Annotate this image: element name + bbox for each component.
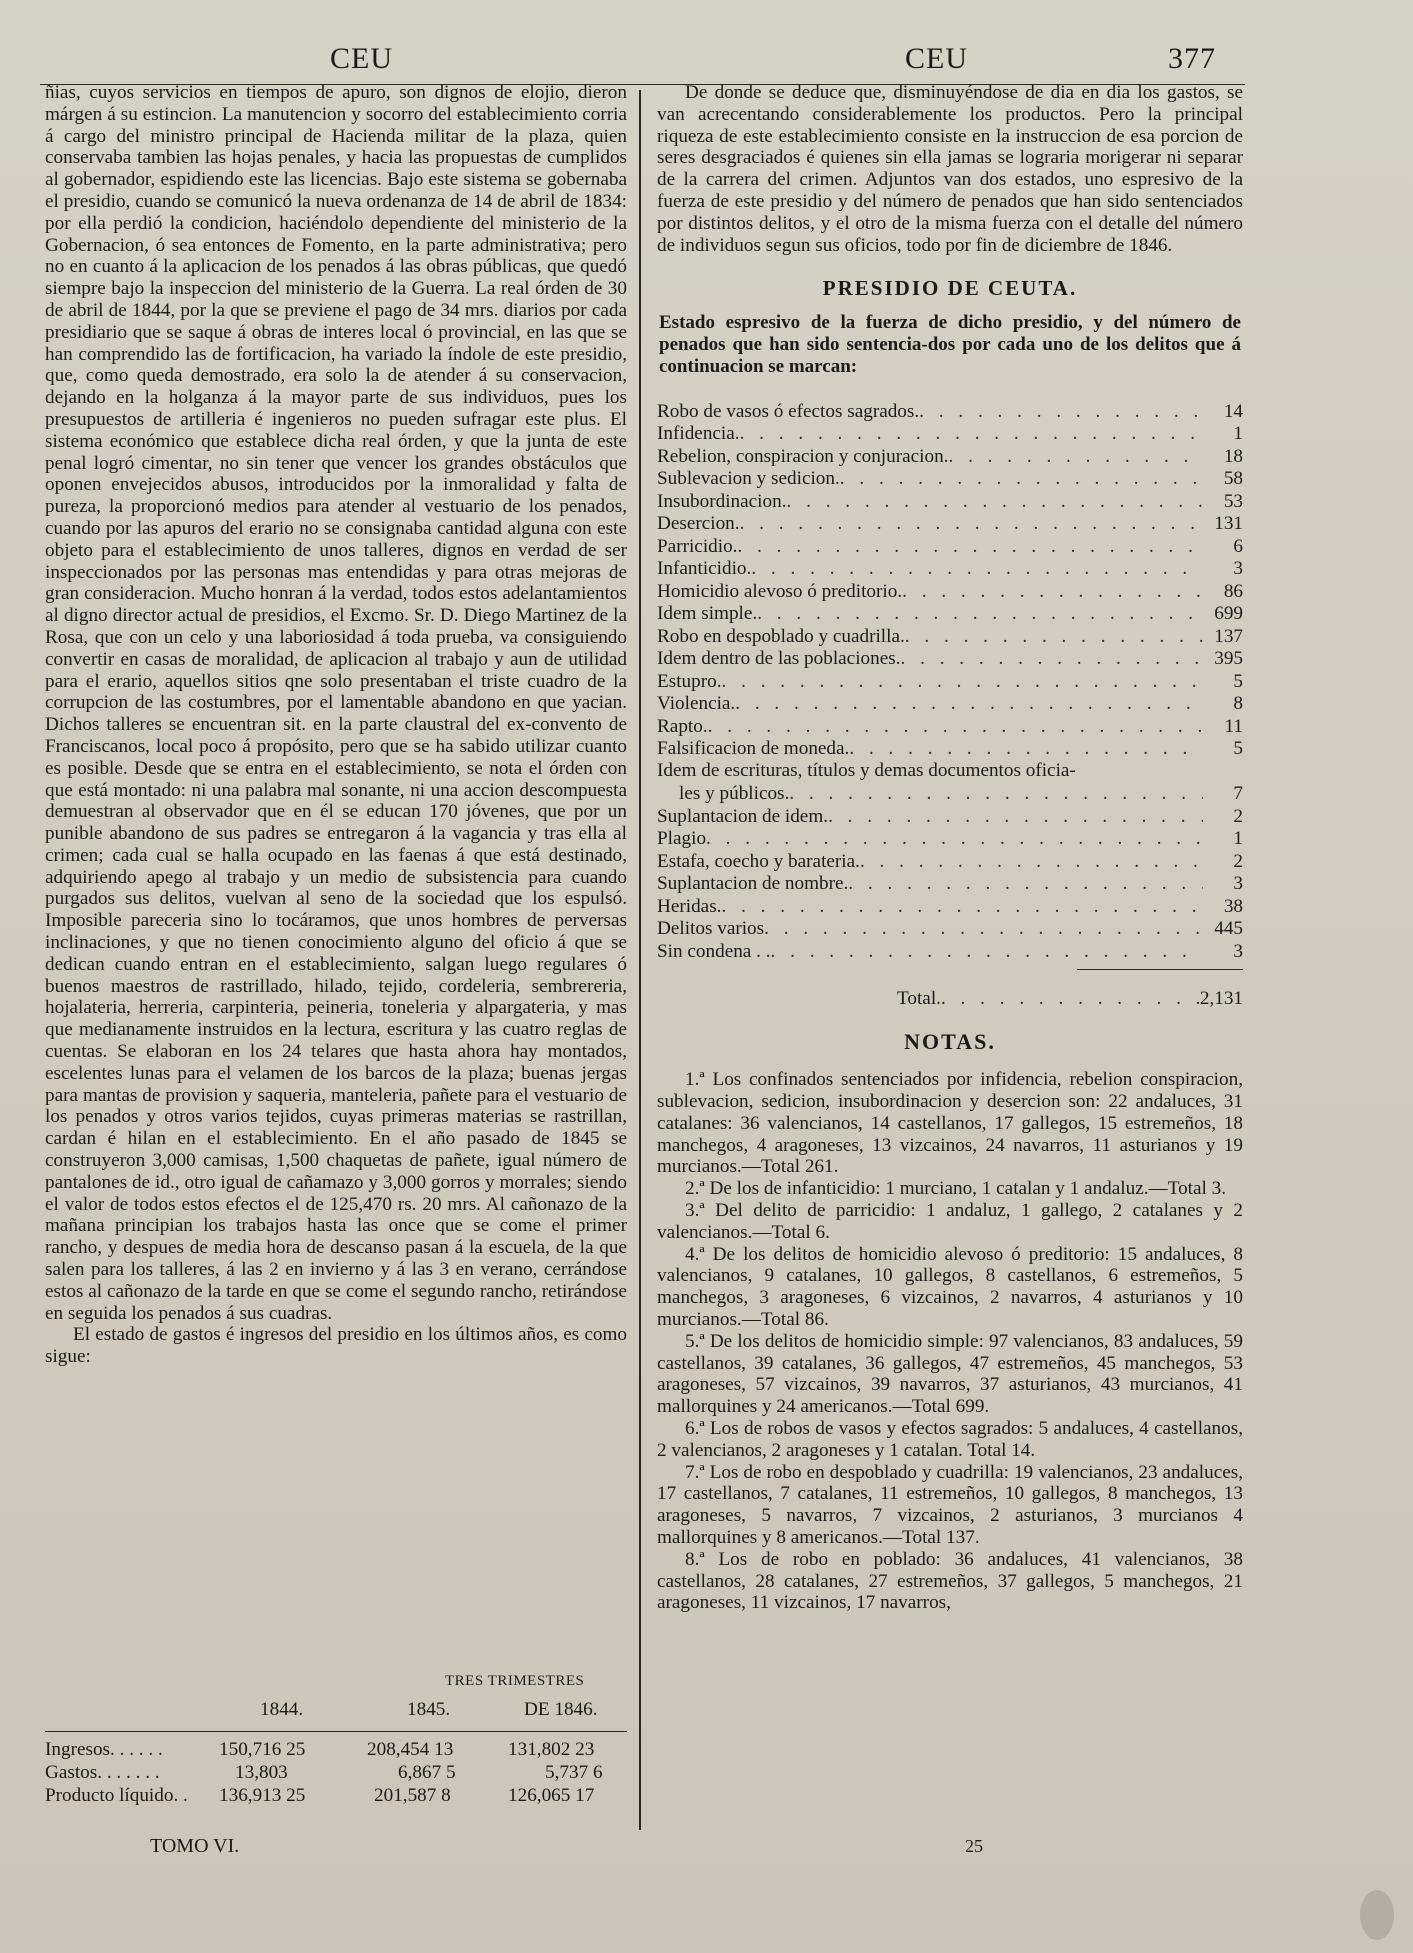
crime-row — [657, 400, 1243, 423]
left-column — [45, 82, 627, 1368]
leader-dots — [901, 648, 1204, 670]
nota-item: 1.ª Los confinados sentenciados por infidencia, rebelion conspiracion, sublevacion, sedicion, insubordinacion y desercion son: 22 andaluces, 31 catalanes: 36 valencianos, 14 castellanos, 17 gallegos, 15 estremeños, 18 manchegos, 4 aragoneses, 13 vizcainos, 24 navarros, 11 asturianos y 19 murcianos.—Total 261. — [657, 1069, 1243, 1178]
crime-multiline-line1: Idem de escrituras, títulos y demas documentos oficia- — [657, 760, 1076, 782]
crime-name: Falsificacion de moneda. — [657, 738, 850, 760]
cell-1845: 201,587 8 — [374, 1785, 451, 1806]
crime-row — [657, 828, 1243, 851]
leader-dots — [848, 873, 1203, 895]
leader-dots — [849, 738, 1203, 760]
cell-1846: 126,065 17 — [508, 1785, 595, 1806]
crime-row — [657, 535, 1243, 558]
row-label: Ingresos. . . . . . — [45, 1739, 163, 1760]
crime-name: Plagio — [657, 828, 707, 850]
sheet-signature: 25 — [965, 1836, 983, 1856]
crime-row — [657, 423, 1243, 446]
leader-dots — [919, 401, 1203, 423]
running-head-left: CEU — [330, 42, 393, 75]
nota-item: 8.ª Los de robo en poblado: 36 andaluces, 41 valencianos, 38 castellanos, 28 catalanes, 27 estremeños, 37 gallegos, 5 manchegos, 21 aragoneses, 11 vizcainos, 17 navarros, — [657, 1548, 1243, 1614]
leader-dots — [757, 603, 1203, 625]
crime-value: 86 — [1223, 580, 1243, 602]
crime-name: Insubordinacion. — [657, 490, 787, 512]
crime-row — [657, 513, 1243, 536]
col-header-1845: 1845. — [407, 1699, 451, 1720]
total-row — [657, 988, 1243, 1010]
notas-title: NOTAS. — [904, 1029, 996, 1055]
leader-dots — [735, 693, 1203, 715]
crime-value: 38 — [1223, 895, 1243, 917]
crime-row — [657, 873, 1243, 896]
total-rule — [1077, 969, 1243, 970]
crime-row — [657, 558, 1243, 581]
crime-multiline-line2 — [657, 783, 1243, 806]
crime-row — [657, 738, 1243, 761]
crime-name: Idem dentro de las poblaciones. — [657, 648, 901, 670]
crime-value: 3 — [1233, 873, 1243, 895]
volume-label: TOMO VI. — [150, 1835, 240, 1857]
running-head-right: CEU — [905, 42, 968, 75]
crime-name: Infidencia. — [657, 423, 740, 445]
crime-value: 6 — [1233, 535, 1243, 557]
finance-table-header — [45, 1665, 627, 1727]
leader-dots — [941, 988, 1200, 1010]
crime-value: 5 — [1233, 738, 1243, 760]
crime-name: Estupro. — [657, 670, 722, 692]
col-header-trimestres: TRES TRIMESTRES — [445, 1673, 585, 1689]
leader-dots — [721, 896, 1203, 918]
left-paragraph-1: ñias, cuyos servicios en tiempos de apuro, son dignos de elojio, dieron márgen á su estincion. La manutencion y socorro del establecimiento corria á cargo del ministro principal de Hacienda militar de la plaza, quien conservaba tambien las hojas penales, y hacia las propuestas de cumplidos al gobernador, espidiendo este las licencias. Bajo este sistema se gobernaba el presidio, cuando se comunicó la nueva ordenanza de 14 de abril de 1834: por ella perdió la condicion, haciéndolo dependiente del ministerio de la Gobernacion, ó sea entonces de Fomento, en la parte administrativa; pero no en cuanto á la aplicacion de los penados á las obras públicas, que quedó siempre bajo la inspeccion del ministerio de la Guerra. La real órden de 30 de abril de 1844, por la que se previene el pago de 34 mrs. diarios por cada presidiario que se saque á obras de interes local ó provincial, en las que se han comprendido las de fortificacion, ha variado la índole de este presidio, que, como queda demostrado, era solo la de atender á su conservacion, dejando en la holganza á la mayor parte de sus individuos, pues los presupuestos de artilleria é ingenieros no pueden sufragar este plus. El sistema económico que establece dicha real órden, y que la junta de este penal logró cimentar, no sin tener que vencer los grandes obstáculos que oponen envejecidos abusos, introducidos por la inmoralidad y falta de pureza, la proporcionó medios para atender al vestuario de los penados, cuando por las apuros del erario no se consignaba cantidad alguna con este objeto para el establecimiento de unos talleres, dignos en verdad de ser inspeccionados por las personas mas entendidas y para otras mejoras de gran consideracion. Mucho honran á la verdad, todos estos adelantamientos al digno director actual de presidios, el Excmo. Sr. D. Diego Martinez de la Rosa, que con un celo y una laboriosidad á toda prueba, va consiguiendo convertir en casas de moralidad, de aplicacion al trabajo y aun de utilidad para el erario, aquellos sitios qne solo presentaban el triste cuadro de la corrupcion de las costumbres, por el lamentable abandono en que yacian. Dichos talleres se encuentran sit. en la parte claustral del ex-convento de Franciscanos, local poco á propósito, pero que se ha sabido utilizar cuanto es posible. Desde que se entra en el establecimiento, se nota el órden con que está montado: ni una palabra mal sonante, ni una accion descompuesta demuestran al observador que en él se educan 170 jóvenes, que por un punible abandono de sus padres se entregaron á la vagancia y tras ella al crimen; cada cual se halla ocupado en las faenas á que está destinado, adquiriendo apego al trabajo y un medio de subsistencia para cuando purgados sus delitos, vuelvan al seno de la sociedad que los espulsó. Imposible pareceria sino lo tocáramos, que unos hombres de perversas inclinaciones, y que no tienen conocimiento alguno del oficio á que se dedican cuando entran en el establecimiento, salgan luego regulares ó buenos maestros de rastrillado, hilado, tejido, cordeleria, sembrereria, hojalateria, herreria, carpinteria, peineria, toneleria y alpargateria, y mas que medianamente instruidos en la lectura, escritura y las cuatro reglas de cuentas. Se elaboran en los 24 telares que hasta ahora hay montados, escelentes lunas para el velamen de los barcos de la plaza; buenas jergas para mantas de provision y saqueria, manteleria, pañete para el vestuario de los penados y otros varios tejidos, cuyas primeras materias se rastrillan, cardan é hilan en el establecimiento. En el año pasado de 1845 se construyeron 3,000 camisas, 1,500 chaquetas de pañete, igual número de pantalones de id., otro igual de cañamazo y 3,000 gorros y morrales; siendo el valor de todos estos efectos el de 125,470 rs. 20 mrs. Al cañonazo de la mañana principian los trabajos hasta las once que se come el primer rancho, y despues de media hora de descanso pasan á la escuela, de la que salen para los talleres, á las 2 en invierno y á las 3 en verano, cerrándose estos al cañonazo de la tarde en que se come el segundo rancho, retirándose en seguida los penados á sus cuadras. — [45, 82, 627, 1324]
nota-item: 6.ª Los de robos de vasos y efectos sagrados: 5 andaluces, 4 castellanos, 2 valencianos, 2 aragoneses y 1 catalan. Total 14. — [657, 1418, 1243, 1461]
total-value: 2,131 — [1199, 987, 1243, 1009]
cell-1844: 13,803 — [235, 1762, 288, 1783]
leader-dots — [860, 851, 1203, 873]
crime-row — [657, 490, 1243, 513]
table-row — [45, 1761, 627, 1784]
crime-list — [657, 400, 1243, 760]
leader-dots — [789, 783, 1203, 805]
crime-name: Robo en despoblado y cuadrilla. — [657, 625, 905, 647]
leader-dots — [706, 828, 1203, 850]
crime-row — [657, 715, 1243, 738]
nota-item: 4.ª De los delitos de homicidio alevoso ó preditorio: 15 andaluces, 8 valencianos, 9 catalanes, 10 gallegos, 8 castellanos, 6 estremeños, 5 manchegos, 3 aragoneses, 6 vizcainos, 2 navarros, 4 asturianos y 10 murcianos.—Total 86. — [657, 1243, 1243, 1331]
crime-value: 53 — [1223, 490, 1243, 512]
crime-value: 2 — [1233, 850, 1243, 872]
crime-row — [657, 580, 1243, 603]
crime-value: 131 — [1214, 513, 1243, 535]
crime-value: 699 — [1214, 603, 1243, 625]
notas-list — [657, 1069, 1243, 1614]
crime-name: Idem simple. — [657, 603, 758, 625]
finance-table-rule — [45, 1731, 627, 1732]
crime-value: 3 — [1233, 558, 1243, 580]
crime-name: les y públicos. — [679, 783, 790, 805]
nota-item: 2.ª De los de infanticidio: 1 murciano, 1 catalan y 1 andaluz.—Total 3. — [685, 1178, 1227, 1200]
nota-item: 3.ª Del delito de parricidio: 1 andaluz, 1 gallego, 2 catalanes y 2 valencianos.—Total 6. — [657, 1200, 1243, 1243]
crime-row — [657, 603, 1243, 626]
page-number: 377 — [1168, 42, 1216, 75]
nota-item: 7.ª Los de robo en despoblado y cuadrilla: 19 valencianos, 23 andaluces, 17 castellanos, 7 catalanes, 11 estremeños, 10 gallegos, 8 manchegos, 13 aragoneses, 5 navarros, 7 vizcainos, 2 asturianos, 3 murcianos 4 mallorquines y 8 americanos.—Total 137. — [657, 1461, 1243, 1548]
leader-dots — [764, 918, 1203, 940]
crime-value: 58 — [1223, 468, 1243, 490]
leader-dots — [737, 536, 1203, 558]
crime-value: 2 — [1233, 805, 1243, 827]
crime-row — [657, 670, 1243, 693]
crime-value: 5 — [1233, 670, 1243, 692]
crime-value: 137 — [1214, 625, 1243, 647]
crime-value: 11 — [1224, 715, 1243, 737]
nota-item: 5.ª De los delitos de homicidio simple: 97 valencianos, 83 andaluces, 59 castellanos, 39 catalanes, 36 gallegos, 47 estremeños, 45 manchegos, 53 aragoneses, 57 vizcainos, 39 navarros, 37 asturianos, 43 murcianos, 41 mallorquines y 24 americanos.—Total 699. — [657, 1330, 1243, 1418]
crime-value: 8 — [1233, 693, 1243, 715]
crime-name: Sublevacion y sedicion. — [657, 468, 840, 490]
crime-name: Sin condena . . — [657, 940, 771, 962]
leader-dots — [840, 468, 1203, 490]
paper-stain — [1360, 1890, 1394, 1940]
crime-name: Rapto. — [657, 715, 708, 737]
crime-row — [657, 940, 1243, 963]
column-divider — [639, 90, 641, 1830]
left-paragraph-2: El estado de gastos é ingresos del presidio en los últimos años, es como sigue: — [45, 1324, 627, 1368]
crime-value: 1 — [1233, 423, 1243, 445]
cell-1845: 208,454 13 — [367, 1739, 454, 1760]
crime-value: 395 — [1214, 648, 1243, 670]
leader-dots — [751, 558, 1203, 580]
crime-value: 18 — [1223, 445, 1243, 467]
row-label: Gastos. . . . . . . — [45, 1762, 160, 1783]
total-label: Total. — [897, 987, 941, 1009]
table-row — [45, 1784, 627, 1807]
finance-table — [45, 1665, 627, 1807]
leader-dots — [708, 716, 1203, 738]
crime-row — [657, 805, 1243, 828]
leader-dots — [771, 941, 1203, 963]
crime-list-after — [657, 805, 1243, 963]
crime-name: Delitos varios — [657, 918, 765, 940]
crime-row — [657, 625, 1243, 648]
crime-value: 445 — [1214, 918, 1243, 940]
crime-name: Parricidio. — [657, 535, 738, 557]
crime-name: Suplantacion de idem. — [657, 805, 829, 827]
cell-1846: 5,737 6 — [545, 1762, 603, 1783]
table-row — [45, 1738, 627, 1761]
leader-dots — [902, 581, 1203, 603]
crime-name: Robo de vasos ó efectos sagrados. — [657, 400, 920, 422]
row-label: Producto líquido. . — [45, 1785, 188, 1806]
crime-name: Desercion. — [657, 513, 740, 535]
cell-1845: 6,867 5 — [398, 1762, 456, 1783]
col-header-1844: 1844. — [260, 1699, 304, 1720]
crime-name: Heridas. — [657, 895, 722, 917]
section-title: PRESIDIO DE CEUTA. — [822, 276, 1078, 301]
crime-name: Homicidio alevoso ó preditorio. — [657, 580, 903, 602]
crime-row — [657, 895, 1243, 918]
crime-value: 3 — [1233, 940, 1243, 962]
crime-row — [657, 648, 1243, 671]
crime-name: Rebelion, conspiracion y conjuracion. — [657, 445, 949, 467]
cell-1844: 136,913 25 — [219, 1785, 306, 1806]
crime-value: 7 — [1233, 783, 1243, 805]
right-column — [657, 82, 1243, 1614]
crime-name: Violencia. — [657, 693, 736, 715]
cell-1846: 131,802 23 — [508, 1739, 595, 1760]
leader-dots — [740, 513, 1203, 535]
leader-dots — [948, 446, 1203, 468]
crime-name: Suplantacion de nombre. — [657, 873, 849, 895]
crime-value: 14 — [1223, 400, 1243, 422]
leader-dots — [740, 423, 1203, 445]
leader-dots — [905, 626, 1203, 648]
crime-name: Infanticidio. — [657, 558, 752, 580]
crime-row — [657, 468, 1243, 491]
leader-dots — [787, 491, 1204, 513]
leader-dots — [828, 806, 1203, 828]
cell-1844: 150,716 25 — [219, 1739, 306, 1760]
estado-caption: Estado espresivo de la fuerza de dicho presidio, y del número de penados que han sido sentencia-dos por cada uno de los delitos que á continuacion se marcan: — [659, 312, 1241, 378]
crime-row — [657, 850, 1243, 873]
crime-row — [657, 445, 1243, 468]
right-intro-paragraph: De donde se deduce que, disminuyéndose de dia en dia los gastos, se van acrecentando considerablemente los productos. Pero la principal riqueza de este establecimiento consiste en la instruccion de esa porcion de seres desgraciados é quienes sin ella jamas se lograria morigerar ni separar de la carrera del crimen. Adjuntos van dos estados, uno espresivo de la fuerza de este presidio y del número de penados que han sido sentenciados por distintos delitos, y el otro de la misma fuerza con el detalle del número de individuos segun sus oficios, todo por fin de diciembre de 1846. — [657, 82, 1243, 256]
col-header-1846: DE 1846. — [524, 1699, 598, 1720]
leader-dots — [722, 671, 1204, 693]
crime-value: 1 — [1233, 828, 1243, 850]
crime-name: Estafa, coecho y barateria. — [657, 850, 860, 872]
crime-row — [657, 918, 1243, 941]
crime-row — [657, 693, 1243, 716]
